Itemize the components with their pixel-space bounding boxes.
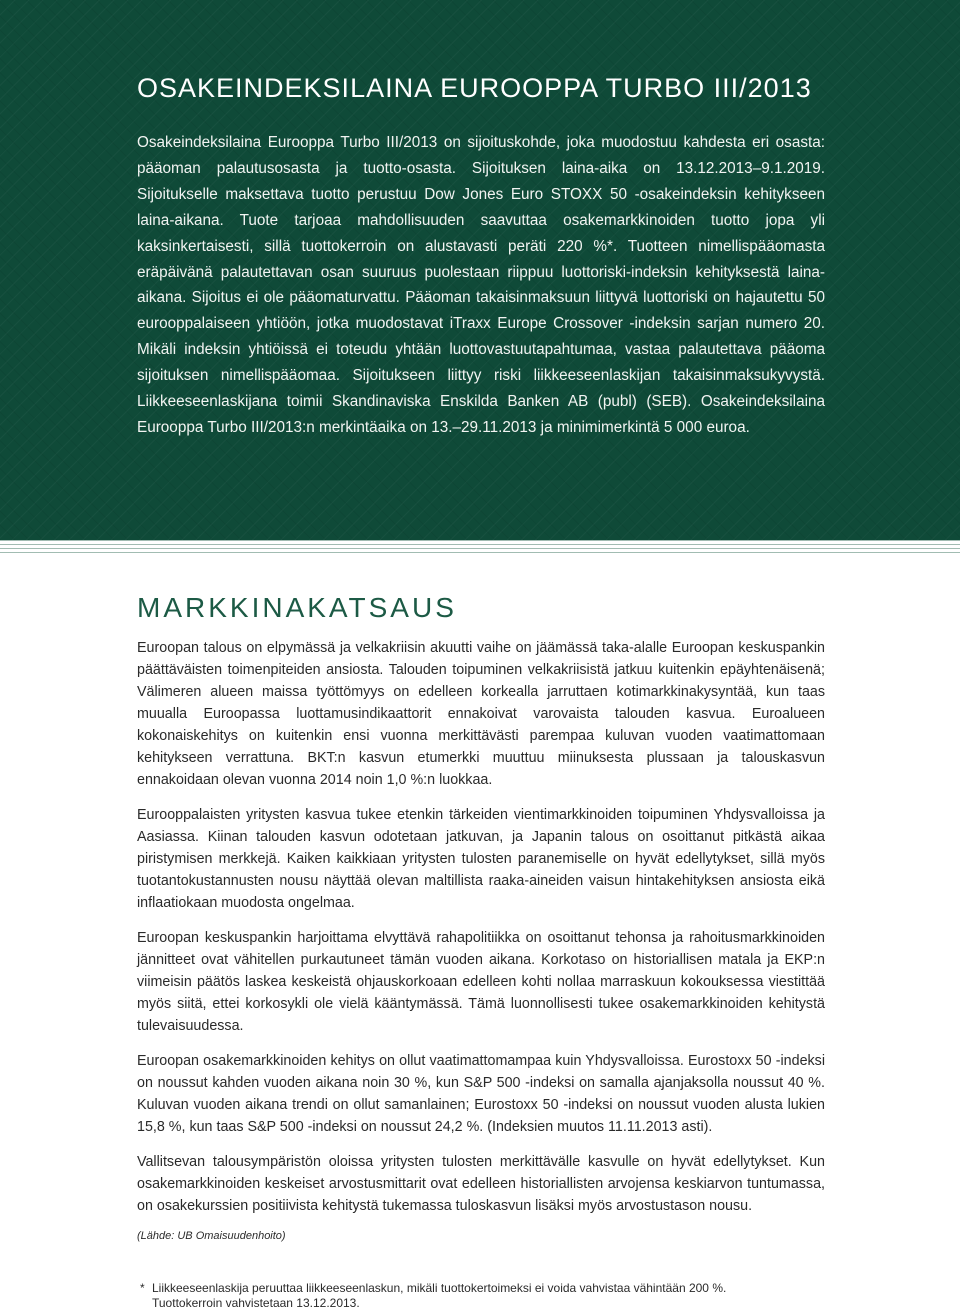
product-summary-panel — [0, 0, 960, 540]
footnote — [140, 1281, 840, 1310]
footnote-marker: * — [140, 1281, 145, 1295]
product-title: OSAKEINDEKSILAINA EUROOPPA TURBO III/2013 — [137, 73, 812, 103]
panel-edge-decoration — [0, 540, 960, 554]
market-review-body — [137, 637, 825, 1244]
source-note: (Lähde: UB Omaisuudenhoito) — [137, 1230, 286, 1242]
footnote-line-1: Liikkeeseenlaskija peruuttaa liikkeeseenlaskun, mikäli tuottokertoimeksi ei voida vahvistaa vähintään 200 %. — [152, 1281, 727, 1295]
paragraph-3: Euroopan keskuspankin harjoittama elvyttävä rahapolitiikka on osoittanut tehonsa ja rahoitusmarkkinoiden jännitteet ovat vähitellen purkautuneet tämän vuoden aikana. Korkotaso on historiallisen matala ja EKP:n viimeisin päätös laskea keskeistä ohjauskorkoaan edelleen kohti nollaa marraskuun kokouksessa viestittää myös siitä, ettei korkosykli ole vielä kääntymässä. Tämä luonnollisesti tukee osakemarkkinoiden kehitystä tulevaisuudessa. — [137, 930, 825, 1034]
paragraph-1: Euroopan talous on elpymässä ja velkakriisin akuutti vaihe on jäämässä taka-alalle Euroopan keskuspankin päättäväisten toimenpiteiden ansiosta. Talouden toipuminen velkakriisistä jatkuu kuitenkin epäyhtenäisenä; Välimeren alueen maissa työttömyys on edelleen korkealla jarruttaen kotimarkkinakysyntää, kun taas muualla Euroopassa luottamusindikaattorit ennakoivat varovaista talouden kasvua. Euroalueen kokonaiskehitys on kuitenkin ensi vuonna merkittävästi parempaa kuluvan vuoden vaatimattomaan kehitykseen verrattuna. BKT:n kasvun etumerkki muuttuu miinuksesta plussaan ja talouskasvun ennakoidaan olevan vuonna 2014 noin 1,0 %:n luokkaa. — [137, 640, 825, 788]
paragraph-4: Euroopan osakemarkkinoiden kehitys on ollut vaatimattomampaa kuin Yhdysvalloissa. Eurostoxx 50 -indeksi on noussut kahden vuoden aikana noin 30 %, kun S&P 500 -indeksi on samalla ajanjaksolla noussut 40 %. Kuluvan vuoden aikana trendi on ollut samanlainen; Eurostoxx 50 -indeksi on noussut vuoden alusta lukien 15,8 %, kun taas S&P 500 -indeksi on noussut 24,2 %. (Indeksien muutos 11.11.2013 asti). — [137, 1053, 825, 1135]
paragraph-2: Eurooppalaisten yritysten kasvua tukee etenkin tärkeiden vientimarkkinoiden toipuminen Yhdysvalloissa ja Aasiassa. Kiinan talouden kasvun odotetaan jatkuvan, ja Japanin talous on osoittanut pitkästä aikaa piristymisen merkkejä. Kaiken kaikkiaan yritysten tulosten paranemiselle on hyvät edellytykset, sillä myös tuotantokustannusten nousu näyttää olevan maltillista raaka-aineiden vaisun hintakehityksen ansiosta eikä inflaatiokaan muodosta ongelmaa. — [137, 807, 825, 911]
footnote-line-2: Tuottokerroin vahvistetaan 13.12.2013. — [152, 1296, 360, 1310]
paragraph-5: Vallitsevan talousympäristön oloissa yritysten tulosten merkittävälle kasvulle on hyvät edellytykset. Kun osakemarkkinoiden keskeiset arvostusmittarit ovat edelleen historiallisten arvojensa keskiarvon tuntumassa, on osakekurssien positiivista kehitystä tukemassa tuloskasvun lisäksi myös arvostustason nousu. — [137, 1154, 825, 1214]
market-review-title: MARKKINAKATSAUS — [137, 592, 457, 623]
product-description: Osakeindeksilaina Eurooppa Turbo III/2013 on sijoituskohde, joka muodostuu kahdesta eri osasta: pääoman palautusosasta ja tuotto-osasta. Sijoituksen laina-aika on 13.12.2013–9.1.2019. Sijoitukselle maksettava tuotto perustuu Dow Jones Euro STOXX 50 -osakeindeksin kehitykseen laina-aikana. Tuote tarjoaa mahdollisuuden saavuttaa osakemarkkinoiden tuotto jopa yli kaksinkertaisesti, sillä tuottokerroin on alustavasti peräti 220 %*. Tuotteen nimellispääomasta eräpäivänä palautettavan osan suuruus puolestaan riippuu luottoriski-indeksin kehityksestä laina-aikana. Sijoitus ei ole pääomaturvattu. Pääoman takaisinmaksuun liittyvä luottoriski on hajautettu 50 eurooppalaiseen yhtiöön, jotka muodostavat iTraxx Europe Crossover -indeksin sarjan numero 20. Mikäli indeksin yhtiöissä ei toteudu yhtään luottovastuutapahtumaa, vastaa palautettava pääoma sijoituksen nimellispääomaa. Sijoitukseen liittyy riski liikkeeseenlaskijan takaisinmaksukyvystä. Liikkeeseenlaskijana toimii Skandinaviska Enskilda Banken AB (publ) (SEB). Osakeindeksilaina Eurooppa Turbo III/2013:n merkintäaika on 13.–29.11.2013 ja minimimerkintä 5 000 euroa. — [137, 134, 825, 436]
